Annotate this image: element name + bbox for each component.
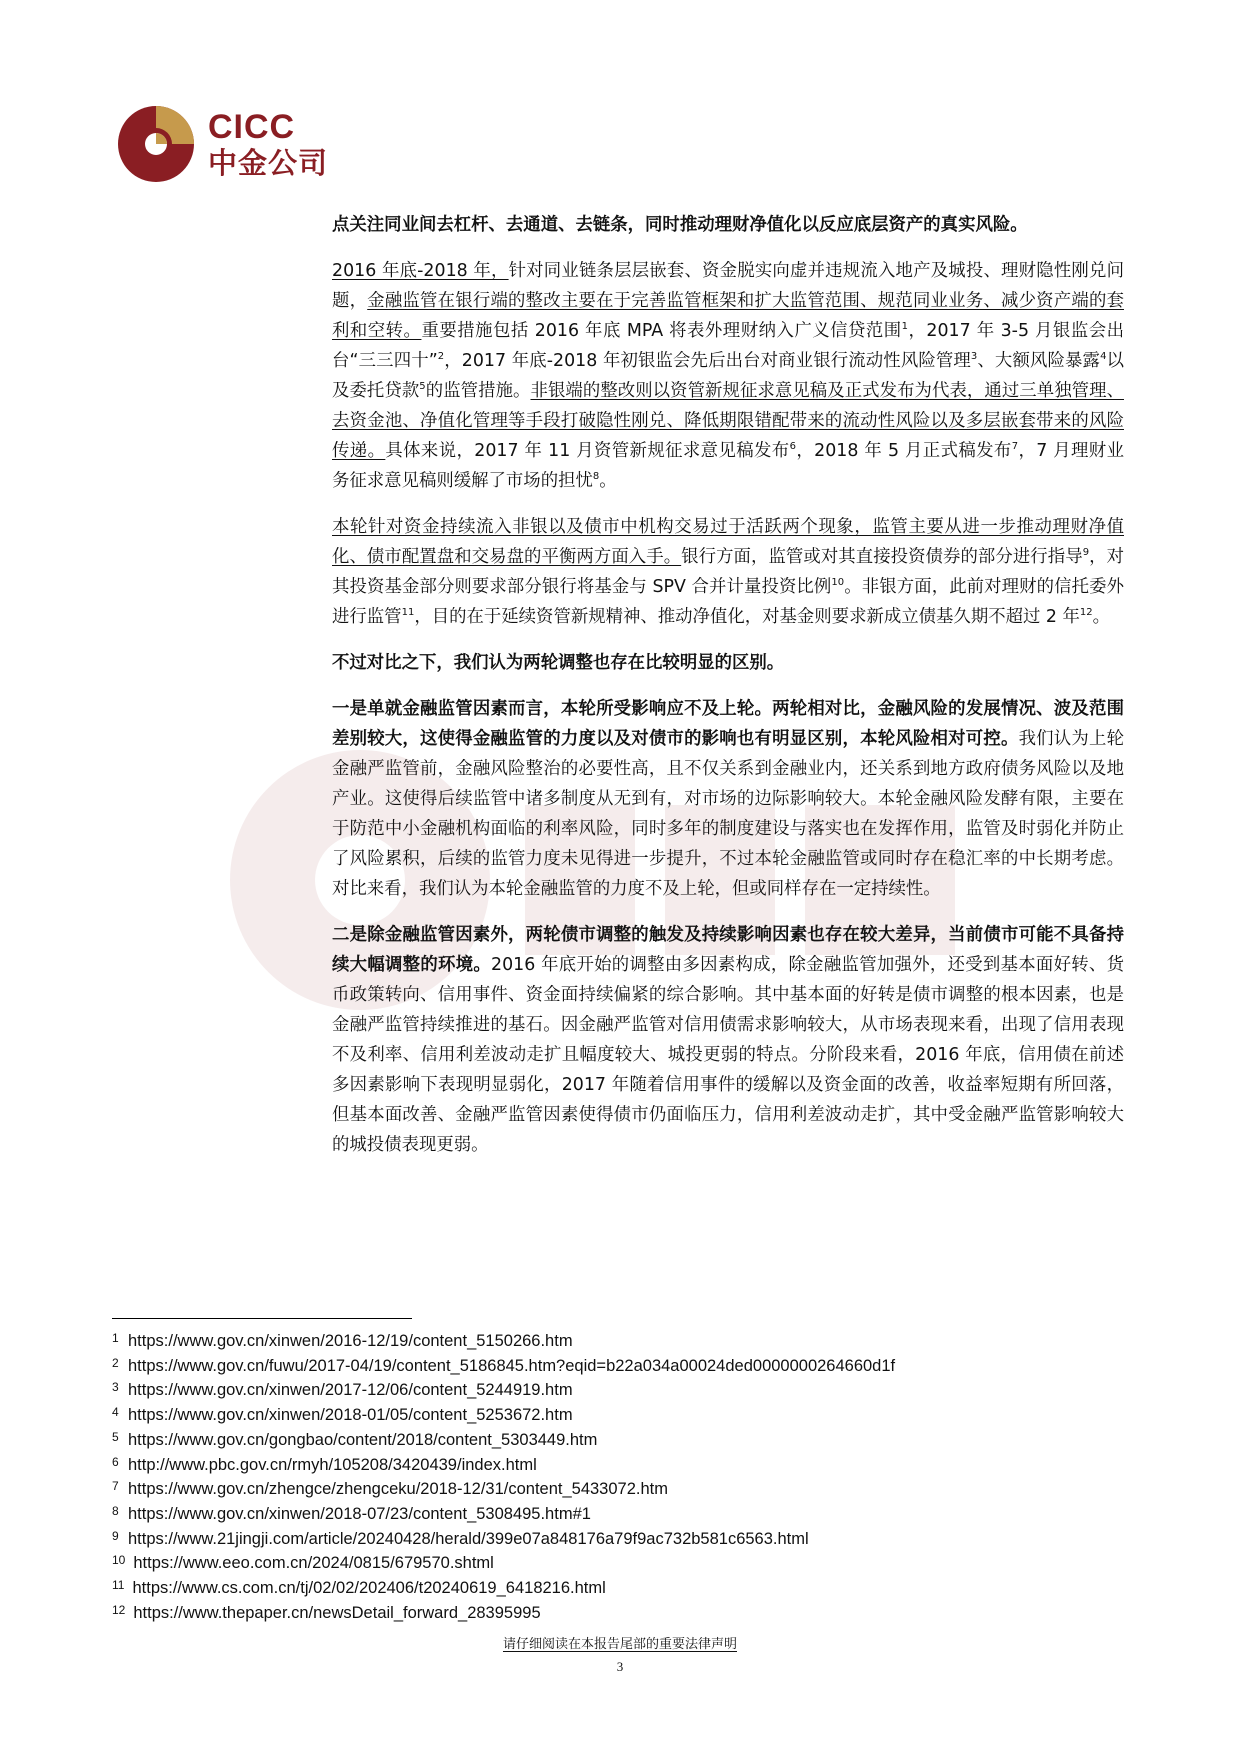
- footnote-ref[interactable]: 10: [831, 577, 845, 589]
- footnote-ref[interactable]: 8: [592, 471, 600, 483]
- text-run: 。: [599, 471, 617, 491]
- footnote-number: 10: [112, 1553, 126, 1568]
- text-run: 以及委托贷款: [332, 351, 1124, 401]
- footnote-item: [112, 1377, 1112, 1402]
- cicc-logo: [116, 104, 336, 184]
- bold-text: 二是除金融监管因素外，两轮债市调整的触发及持续影响因素也存在较大差异，当前债市可能不具备持续大幅调整的环境。: [332, 925, 1124, 975]
- footnote-number: 2: [112, 1355, 119, 1370]
- underlined-text: 本轮针对资金持续流入非银以及债市中机构交易过于活跃两个现象，监管主要从进一步推动理财净值化、债市配置盘和交易盘的平衡两方面入手。: [332, 517, 1124, 567]
- footnote-link[interactable]: https://www.gov.cn/xinwen/2016-12/19/content_5150266.htm: [128, 1332, 573, 1350]
- footnote-ref[interactable]: 9: [1082, 547, 1090, 559]
- footnote-item: [112, 1550, 1112, 1575]
- footnote-number: 7: [112, 1479, 119, 1494]
- paragraph: [332, 648, 1124, 678]
- logo-text-zh: 中金公司: [208, 146, 329, 180]
- paragraph: [332, 210, 1124, 240]
- footnote-item: [112, 1353, 1112, 1378]
- footnote-item: [112, 1328, 1112, 1353]
- text-run: 、大额风险暴露: [977, 351, 1101, 371]
- paragraph: [332, 694, 1124, 904]
- footnote-link[interactable]: https://www.thepaper.cn/newsDetail_forward_28395995: [133, 1603, 541, 1622]
- paragraph: [332, 256, 1124, 496]
- bold-text: 点关注同业间去杠杆、去通道、去链条，同时推动理财净值化以反应底层资产的真实风险。: [332, 215, 1028, 235]
- footnote-link[interactable]: https://www.gov.cn/gongbao/content/2018/content_5303449.htm: [128, 1430, 598, 1449]
- legal-disclaimer[interactable]: 请仔细阅读在本报告尾部的重要法律声明: [502, 1637, 737, 1652]
- text-run: 2016 年底开始的调整由多因素构成，除金融监管加强外，还受到基本面好转、货币政策转向、信用事件、资金面持续偏紧的综合影响。其中基本面的好转是债市调整的根本因素，也是金融严监管持续推进的基石。因金融严监管对信用债需求影响较大，从市场表现来看，出现了信用表现不及利率、信用利差波动走扩且幅度较大、城投更弱的特点。分阶段来看，2016 年底，信用债在前述多因素影响下表现明显弱化，2017 年随着信用事件的缓解以及资金面的改善，收益率短期有所回落，但基本面改善、金融严监管因素使得债市仍面临压力，信用利差波动走扩，其中受金融严监管影响较大的城投债表现更弱。: [332, 955, 1124, 1155]
- text-run: 的监管措施。: [425, 381, 531, 401]
- footnote-item: [112, 1427, 1112, 1452]
- footnote-item: [112, 1501, 1112, 1526]
- text-run: 我们认为上轮金融严监管前，金融风险整治的必要性高，且不仅关系到金融业内，还关系到地方政府债务风险以及地产业。这使得后续监管中诸多制度从无到有，对市场的边际影响较大。本轮金融风险发酵有限，主要在于防范中小金融机构面临的利率风险，同时多年的制度建设与落实也在发挥作用，监管及时弱化并防止了风险累积，后续的监管力度未见得进一步提升，不过本轮金融监管或同时存在稳汇率的中长期考虑。对比来看，我们认为本轮金融监管的力度不及上轮，但或同样存在一定持续性。: [332, 729, 1124, 899]
- footnote-number: 8: [112, 1503, 119, 1518]
- footnote-ref[interactable]: 4: [1100, 351, 1107, 363]
- underlined-text: 非银端的整改则以资管新规征求意见稿及正式发布为代表，通过三单独管理、去资金池、净值化管理等手段打破隐性刚兑、降低期限错配带来的流动性风险以及多层嵌套带来的风险传递。: [332, 381, 1124, 461]
- footnote-number: 9: [112, 1528, 119, 1543]
- footnote-number: 4: [112, 1405, 119, 1420]
- footnote-item: [112, 1575, 1112, 1600]
- text-run: 。: [1092, 607, 1111, 627]
- footnote-item: [112, 1402, 1112, 1427]
- text-run: ，2018 年 5 月正式稿发布: [795, 441, 1012, 461]
- footnote-link[interactable]: https://www.gov.cn/xinwen/2018-07/23/content_5308495.htm#1: [128, 1504, 591, 1523]
- paragraph: [332, 512, 1124, 632]
- footnote-item: [112, 1600, 1112, 1625]
- footnote-number: 6: [112, 1454, 119, 1469]
- footnote-ref[interactable]: 7: [1011, 441, 1019, 453]
- footnote-number: 12: [112, 1602, 126, 1617]
- footnote-number: 3: [112, 1380, 119, 1395]
- footnote-number: 1: [112, 1331, 119, 1345]
- text-run: ，2017 年底-2018 年初银监会先后出台对商业银行流动性风险管理: [444, 351, 971, 371]
- footnote-link[interactable]: https://www.cs.com.cn/tj/02/02/202406/t20240619_6418216.html: [132, 1579, 606, 1598]
- footnote-ref[interactable]: 2: [437, 351, 445, 363]
- underlined-text: 2016 年底-2018 年，: [332, 261, 509, 281]
- footnote-item: [112, 1526, 1112, 1551]
- footnote-link[interactable]: https://www.gov.cn/fuwu/2017-04/19/content_5186845.htm?eqid=b22a034a00024ded0000000264660d1f: [128, 1356, 896, 1375]
- text-run: ，7 月理财业务征求意见稿则缓解了市场的担忧: [332, 441, 1124, 491]
- text-run: ，对其投资基金部分则要求部分银行将基金与 SPV 合并计量投资比例: [332, 547, 1124, 597]
- footnote-link[interactable]: http://www.pbc.gov.cn/rmyh/105208/3420439/index.html: [128, 1455, 537, 1474]
- text-run: 银行方面，监管或对其直接投资债券的部分进行指导: [681, 547, 1083, 567]
- footnote-link[interactable]: https://www.gov.cn/xinwen/2018-01/05/content_5253672.htm: [128, 1406, 573, 1425]
- text-run: ，2017 年 3-5 月银监会出台“三三四十”: [332, 321, 1124, 371]
- footnote-ref[interactable]: 6: [789, 441, 796, 453]
- footnote-ref[interactable]: 12: [1079, 607, 1093, 619]
- paragraph: [332, 920, 1124, 1160]
- footnote-item: [112, 1476, 1112, 1501]
- page-number: 3: [616, 1659, 624, 1674]
- footnote-ref[interactable]: 11: [401, 607, 415, 619]
- report-body: [332, 210, 1124, 1176]
- footnote-ref[interactable]: 3: [970, 351, 978, 363]
- footnote-number: 5: [112, 1429, 119, 1444]
- footnote-divider: [112, 1318, 412, 1319]
- footnote-number: 11: [112, 1578, 125, 1593]
- bold-text: 不过对比之下，我们认为两轮调整也存在比较明显的区别。: [332, 653, 785, 673]
- footnote-link[interactable]: https://www.eeo.com.cn/2024/0815/679570.shtml: [133, 1554, 494, 1573]
- text-run: ，目的在于延续资管新规精神、推动净值化，对基金则要求新成立债基久期不超过 2 年: [414, 607, 1080, 627]
- text-run: 针对同业链条层层嵌套、资金脱实向虚并违规流入地产及城投、理财隐性刚兑问题，: [332, 261, 1124, 311]
- bold-text: 一是单就金融监管因素而言，本轮所受影响应不及上轮。两轮相对比，金融风险的发展情况、波及范围差别较大，这使得金融监管的力度以及对债市的影响也有明显区别，本轮风险相对可控。: [332, 699, 1124, 749]
- footnote-link[interactable]: https://www.gov.cn/zhengce/zhengceku/2018-12/31/content_5433072.htm: [128, 1480, 668, 1499]
- text-run: 。非银方面，此前对理财的信托委外进行监管: [332, 577, 1124, 627]
- footnotes: [112, 1328, 1112, 1624]
- footnote-ref[interactable]: 1: [901, 321, 909, 333]
- footnote-item: [112, 1452, 1112, 1477]
- logo-text-en: CICC: [208, 108, 296, 146]
- text-run: 重要措施包括 2016 年底 MPA 将表外理财纳入广义信贷范围: [421, 321, 902, 341]
- footnote-link[interactable]: https://www.21jingji.com/article/20240428/herald/399e07a848176a79f9ac732b581c6563.html: [128, 1529, 809, 1548]
- footnote-link[interactable]: https://www.gov.cn/xinwen/2017-12/06/content_5244919.htm: [128, 1381, 573, 1400]
- text-run: 具体来说，2017 年 11 月资管新规征求意见稿发布: [385, 441, 790, 461]
- footnote-ref[interactable]: 5: [419, 381, 426, 393]
- underlined-text: 金融监管在银行端的整改主要在于完善监管框架和扩大监管范围、规范同业业务、减少资产端的套利和空转。: [332, 291, 1124, 341]
- cicc-emblem-icon: [116, 104, 196, 184]
